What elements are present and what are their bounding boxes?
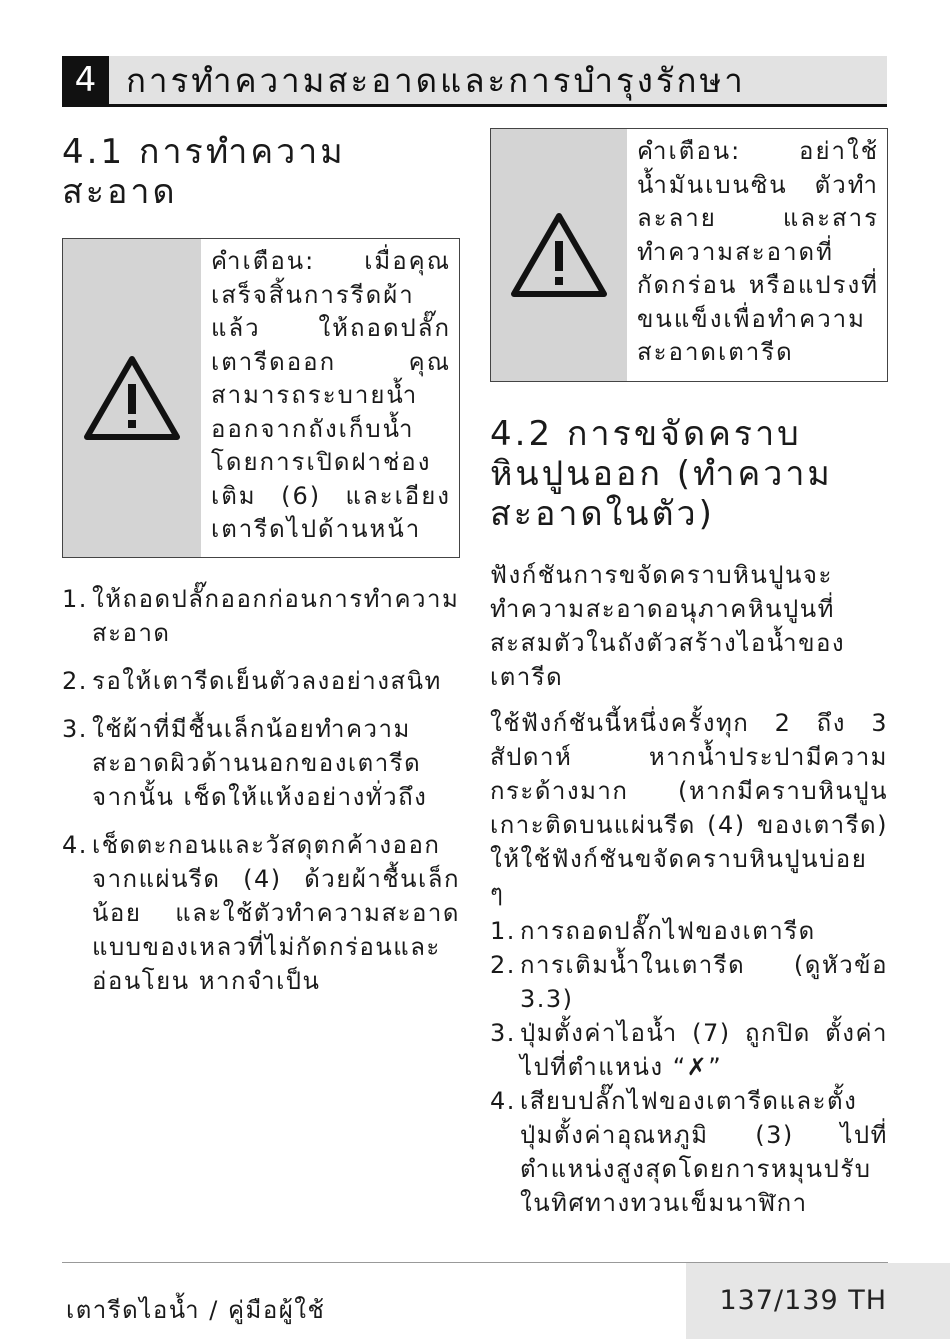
footer-manual-title: เตารีดไอน้ำ / คู่มือผู้ใช้ — [66, 1296, 326, 1324]
warning-box-solvents — [490, 128, 888, 382]
list-item: 3. ใช้ผ้าที่มีชื้นเล็กน้อยทำความสะอาดผิวด้านนอกของเตารีด จากนั้น เช็ดให้แห้งอย่างทั่วถึง — [62, 715, 428, 811]
page-number: 137/139 TH — [719, 1285, 887, 1316]
chapter-number: 4 — [62, 56, 109, 104]
list-item: 1. ให้ถอดปลั๊กออกก่อนการทำความสะอาด — [62, 585, 460, 647]
list-item: 4. เช็ดตะกอนและวัสดุตกค้างออกจากแผ่นรีด (4) ด้วยผ้าชื้นเล็กน้อย และใช้ตัวทำความสะอาดแบบของเหลวที่ไม่กัดกร่อนและอ่อนโยน หากจำเป็น — [62, 831, 460, 995]
section-4-1-heading: 4.1 การทำความสะอาด — [62, 132, 346, 212]
descaling-steps-list — [490, 914, 888, 1220]
descaling-frequency: ใช้ฟังก์ชันนี้หนึ่งครั้งทุก 2 ถึง 3 สัปดาห์ หากน้ำประปามีความกระด้างมาก (หากมีคราบหินปูนเกาะติดบนแผ่นรีด (4) ของเตารีด) ให้ใช้ฟังก์ชันขจัดคราบหินปูนบ่อย ๆ — [490, 709, 888, 907]
section-4-2-heading: 4.2 การขจัดคราบหินปูนออก (ทำความสะอาดในตัว) — [490, 414, 833, 534]
footer-page-box — [686, 1263, 950, 1339]
warning-triangle-icon — [510, 211, 608, 299]
list-item: 4. เสียบปลั๊กไฟของเตารีดและตั้งปุ่มตั้งค่าอุณหภูมิ (3) ไปที่ตำแหน่งสูงสุดโดยการหมุนปรับในทิศทางทวนเข็มนาฬิกา — [490, 1087, 888, 1217]
list-item: 3. ปุ่มตั้งค่าไอน้ำ (7) ถูกปิด ตั้งค่าไปที่ตำแหน่ง “✗” — [490, 1019, 888, 1081]
right-column — [490, 128, 888, 1220]
list-item: 1. การถอดปลั๊กไฟของเตารีด — [490, 917, 816, 945]
left-column — [62, 132, 460, 998]
warning-text-solvents: คำเตือน: อย่าใช้น้ำมันเบนซิน ตัวทำละลาย และสารทำความสะอาดที่กัดกร่อน หรือแปรงที่ขนแข็งเพื่อทำความสะอาดเตารีด — [637, 137, 879, 366]
warning-icon-cell — [491, 129, 627, 381]
warning-triangle-icon — [83, 354, 181, 442]
chapter-header — [62, 56, 887, 107]
chapter-title: การทำความสะอาดและการบำรุงรักษา — [126, 61, 746, 100]
list-item: 2. รอให้เตารีดเย็นตัวลงอย่างสนิท — [62, 667, 442, 695]
warning-box-unplug — [62, 238, 460, 558]
warning-text-unplug: คำเตือน: เมื่อคุณเสร็จสิ้นการรีดผ้าแล้ว ให้ถอดปลั๊กเตารีดออก คุณสามารถระบายน้ำออกจากถังเก็บน้ำโดยการเปิดฝาช่องเติม (6) และเอียงเตารีดไปด้านหน้า — [211, 247, 451, 543]
descaling-intro: ฟังก์ชันการขจัดคราบหินปูนจะทำความสะอาดอนุภาคหินปูนที่สะสมตัวในถังตัวสร้างไอน้ำของเตารีด — [490, 561, 846, 691]
list-item: 2. การเติมน้ำในเตารีด (ดูหัวข้อ 3.3) — [490, 951, 888, 1013]
cleaning-steps-list — [62, 582, 460, 998]
warning-icon-cell — [63, 239, 201, 557]
